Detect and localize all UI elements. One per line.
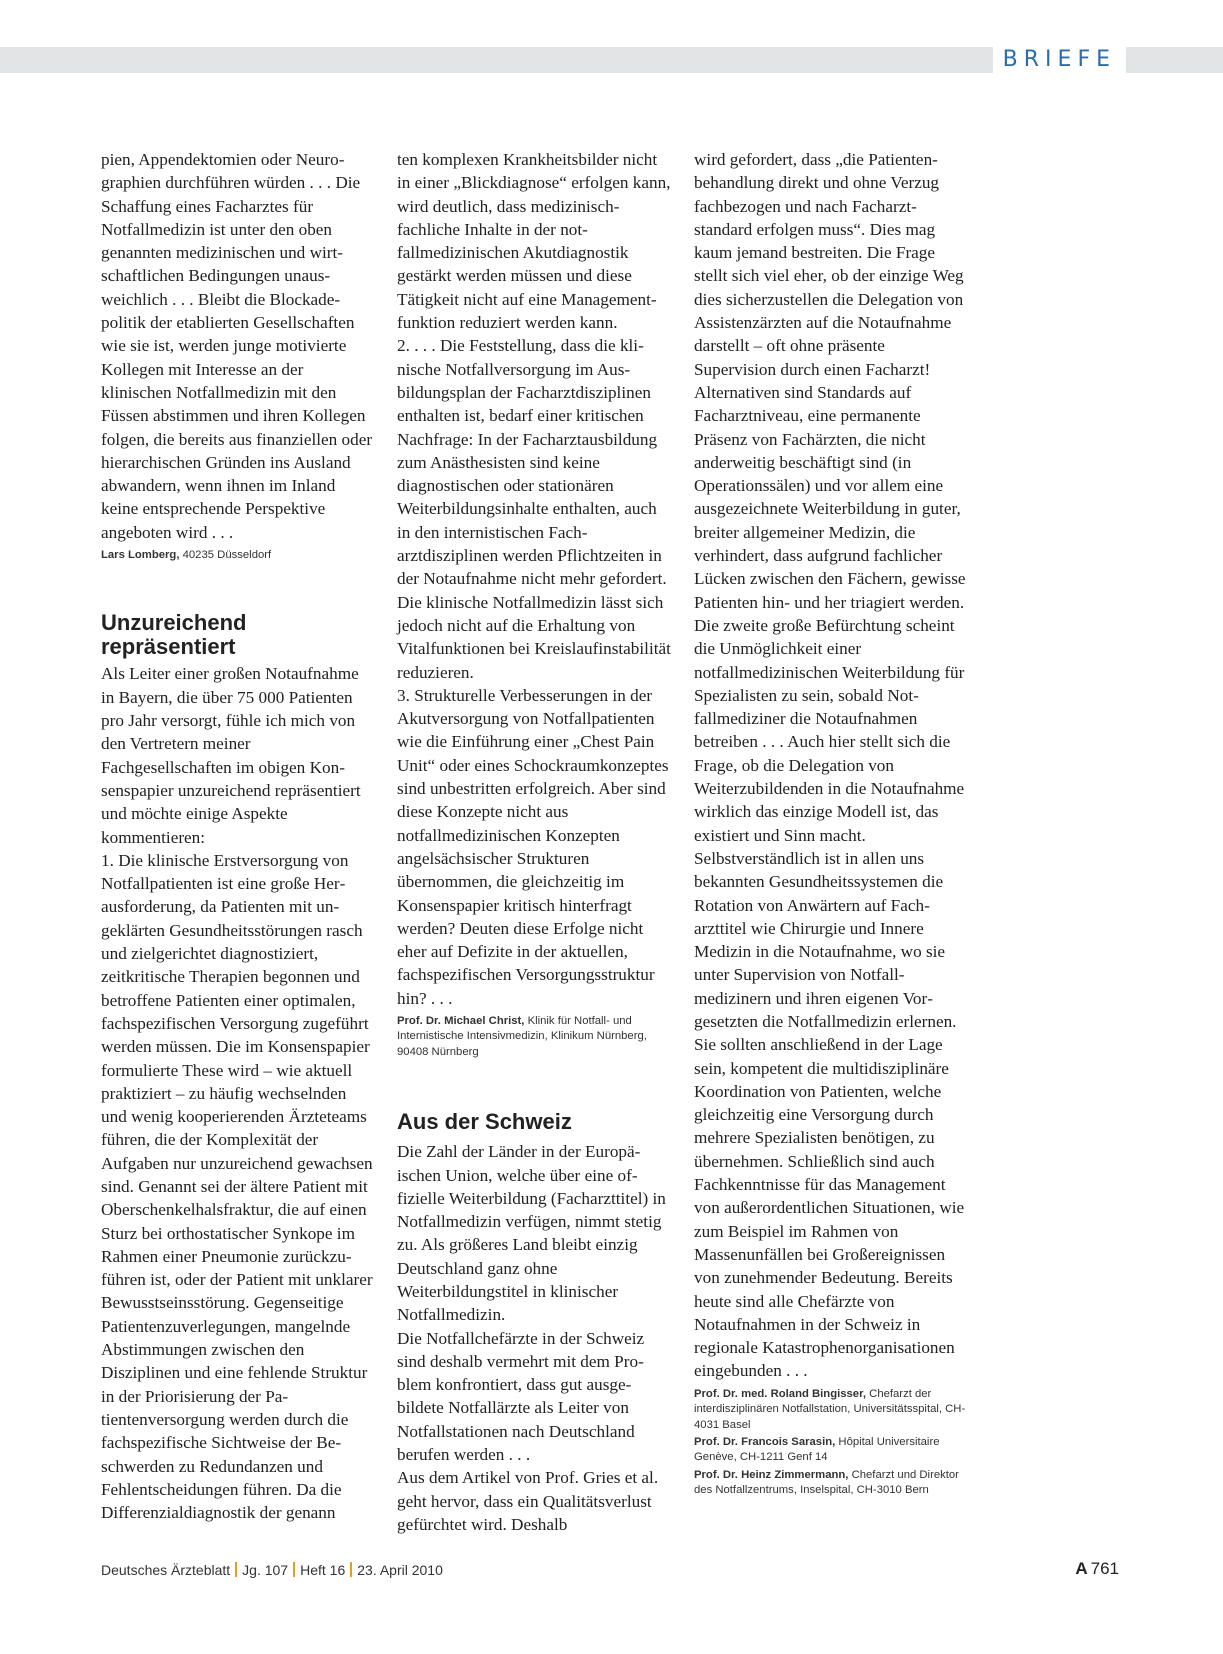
paragraph: 1. Die klinische Erstversorgung von Notfallpatienten ist eine große Herausforderung, da Patienten mit ungeklärten Gesundheitsstörungen rasch und zielgerichtet diagnostiziert, zeitkritische Therapien begonnen und betroffene Patienten einer optimalen, fachspezifischen Versorgung zugeführt werden müssen. Die im Konsenspapier formulierte These wird – wie aktuell praktiziert – zu häufig wechselnden und wenig kooperierenden Ärzteteams führen, die der Komplexität der Aufgaben nur unzureichend gewachsen sind. Genannt sei der ältere Patient mit Oberschenkelhalsfraktur, die auf einen Sturz bei orthostatischer Synkope im Rahmen einer Pneumonie zurückzuführen ist, oder der Patient mit unklarer Bewusstseinsstörung. Gegenseitige Patientenzuverlegungen, mangelnde Abstimmungen zwischen den Disziplinen und eine fehlende Struktur in der Priorisierung der Patientenversorgung werden durch die fachspezifische Sichtweise der Beschwerden zu Redundanzen und Fehlentscheidungen führen. Da die Differenzialdiagnostik der genann bbox=[101, 850, 373, 1523]
separator bbox=[235, 1562, 237, 1577]
author-signature bbox=[694, 1387, 968, 1433]
author-signature bbox=[694, 1468, 968, 1499]
paragraph: 3. Strukturelle Verbesserungen in der Akutversorgung von Notfallpatienten wie die Einführung einer „Chest Pain Unit“ oder eines Schockraumkonzeptes sind unbestritten erfolgreich. Aber sind diese Konzepte nicht aus notfallmedizinischen Konzepten angelsächsischer Strukturen übernommen, die gleichzeitig im Konsenspapier kritisch hinterfragt werden? Deuten diese Erfolge nicht eher auf Defizite in der aktuellen, fachspezifischen Versorgungsstruktur hin? . . . bbox=[397, 685, 669, 1008]
paragraph: Aus dem Artikel von Prof. Gries et al. geht hervor, dass ein Qualitätsverlust gefürchtet wird. Deshalb bbox=[397, 1468, 659, 1534]
author-affiliation: Chefarzt der interdisziplinären Notfallstation, Universitätsspital, CH-4031 Basel bbox=[694, 1387, 966, 1431]
author-signature bbox=[101, 548, 375, 563]
letter-heading: Aus der Schweiz bbox=[397, 1109, 572, 1135]
author-name: Prof. Dr. med. Roland Bingisser, bbox=[694, 1387, 867, 1400]
column-1 bbox=[101, 148, 375, 1524]
author-name: Prof. Dr. Francois Sarasin, bbox=[694, 1435, 836, 1448]
paragraph: 2. . . . Die Feststellung, dass die klinische Notfallversorgung im Ausbildungsplan der Facharztdisziplinen enthalten ist, bedarf einer kritischen Nachfrage: In der Facharztausbildung zum Anästhesisten sind keine diagnostischen oder stationären Weiterbildungsinhalte enthalten, auch in den internistischen Facharztdisziplinen werden Pflichtzeiten in der Notaufnahme nicht mehr gefordert. Die klinische Notfallmedizin lässt sich jedoch nicht auf die Erhaltung von Vitalfunktionen bei Kreislaufinstabilität reduzieren. bbox=[397, 336, 671, 682]
author-name: Prof. Dr. Heinz Zimmermann, bbox=[694, 1468, 849, 1481]
paragraph: Die Zahl der Länder in der Europäischen Union, welche über eine offizielle Weiterbildung (Facharzttitel) in Notfallmedizin verfügen, nimmt stetig zu. Als größeres Land bleibt einzig Deutschland ganz ohne Weiterbildungstitel in klinischer Notfallmedizin. bbox=[397, 1142, 666, 1325]
author-name: Prof. Dr. Michael Christ, bbox=[397, 1014, 525, 1027]
volume: Jg. 107 bbox=[242, 1562, 289, 1578]
author-signature bbox=[397, 1014, 671, 1060]
journal-name: Deutsches Ärzteblatt bbox=[101, 1562, 231, 1578]
paragraph: Die Notfallchefärzte in der Schweiz sind deshalb vermehrt mit dem Problem konfrontiert, dass gut ausgebildete Notfallärzte als Leiter von Notfallstationen nach Deutschland berufen werden . . . bbox=[397, 1328, 645, 1465]
author-affiliation: Hôpital Universitaire Genève, CH-1211 Genf 14 bbox=[694, 1435, 940, 1464]
page-prefix: A bbox=[1075, 1559, 1088, 1578]
author-name: Lars Lomberg, bbox=[101, 549, 180, 562]
author-signature bbox=[694, 1435, 968, 1466]
author-affiliation: Chefarzt und Direktor des Notfallzentrums, Inselspital, CH-3010 Bern bbox=[694, 1468, 959, 1497]
section-label: BRIEFE bbox=[993, 44, 1126, 76]
author-affiliation: Klinik für Notfall- und Internistische Intensivmedizin, Klinikum Nürnberg, 90408 Nürnberg bbox=[397, 1014, 647, 1058]
column-3 bbox=[694, 148, 968, 1499]
author-affiliation: 40235 Düsseldorf bbox=[182, 549, 272, 562]
letter-heading: Unzureichend repräsentiert bbox=[101, 610, 247, 660]
page-number bbox=[1075, 1559, 1119, 1579]
issue: Heft 16 bbox=[300, 1562, 346, 1578]
footer-citation bbox=[101, 1562, 443, 1578]
paragraph: wird gefordert, dass „die Patientenbehandlung direkt und ohne Verzug fachbezogen und nach Facharztstandard erfolgen muss“. Dies mag kaum jemand bestreiten. Die Frage stellt sich viel eher, ob der einzige Weg dies sicherzustellen die Delegation von Assistenzärzten auf die Notaufnahme darstellt – oft ohne präsente Supervision durch einen Facharzt! Alternativen sind Standards auf Facharztniveau, eine permanente Präsenz von Fachärzten, die nicht anderweitig beschäftigt sind (in Operationssälen) und vor allem eine ausgezeichnete Weiterbildung in guter, breiter allgemeiner Medizin, die verhindert, dass aufgrund fachlicher Lücken zwischen den Fächern, gewisse Patienten hin- und her triagiert werden. bbox=[694, 150, 966, 612]
paragraph: Als Leiter einer großen Notaufnahme in Bayern, die über 75 000 Patienten pro Jahr versorgt, fühle ich mich von den Vertretern meiner Fachgesellschaften im obigen Konsenspapier unzureichend repräsentiert und möchte einige Aspekte kommentieren: bbox=[101, 664, 361, 847]
paragraph: ten komplexen Krankheitsbilder nicht in einer „Blickdiagnose“ erfolgen kann, wird deutlich, dass medizinisch-fachliche Inhalte in der notfallmedizinischen Akutdiagnostik gestärkt werden müssen und diese Tätigkeit nicht auf eine Managementfunktion reduziert werden kann. bbox=[397, 150, 671, 333]
page-number-value: 761 bbox=[1090, 1559, 1119, 1578]
column-2 bbox=[397, 148, 671, 1536]
paragraph: pien, Appendektomien oder Neurographien durchführen würden . . . Die Schaffung eines Facharztes für Notfallmedizin ist unter den oben genannten medizinischen und wirtschaftlichen Bedingungen unausweichlich . . . Bleibt die Blockadepolitik der etablierten Gesellschaften wie sie ist, werden junge motivierte Kollegen mit Interesse an der klinischen Notfallmedizin mit den Füssen abstimmen und ihren Kollegen folgen, die bereits aus finanziellen oder hierarchischen Gründen ins Ausland abwandern, wenn ihnen im Inland keine entsprechende Perspektive angeboten wird . . . bbox=[101, 150, 373, 542]
issue-date: 23. April 2010 bbox=[357, 1562, 443, 1578]
paragraph: Die zweite große Befürchtung scheint die Unmöglichkeit einer notfallmedizinischen Weiterbildung für Spezialisten zu sein, sobald Notfallmediziner die Notaufnahmen betreiben . . . Auch hier stellt sich die Frage, ob die Delegation von Weiterzubildenden in die Notaufnahme wirklich das einzige Modell ist, das existiert und Sinn macht. Selbstverständlich ist in allen uns bekannten Gesundheitssystemen die Rotation von Anwärtern auf Facharzttitel wie Chirurgie und Innere Medizin in die Notaufnahme, wo sie unter Supervision von Notfallmedizinern und ihren eigenen Vorgesetzten die Notfallmedizin erlernen. Sie sollten anschließend in der Lage sein, kompetent die multidisziplinäre Koordination von Patienten, welche gleichzeitig eine Versorgung durch mehrere Spezialisten benötigen, zu übernehmen. Schließlich sind auch Fachkenntnisse für das Management von außerordentlichen Situationen, wie zum Beispiel im Rahmen von Massenunfällen bei Großereignissen von zunehmender Bedeutung. Bereits heute sind alle Chefärzte von Notaufnahmen in der Schweiz in regionale Katastrophenorganisationen eingebunden . . . bbox=[694, 615, 965, 1381]
separator bbox=[350, 1562, 352, 1577]
separator bbox=[293, 1562, 295, 1577]
